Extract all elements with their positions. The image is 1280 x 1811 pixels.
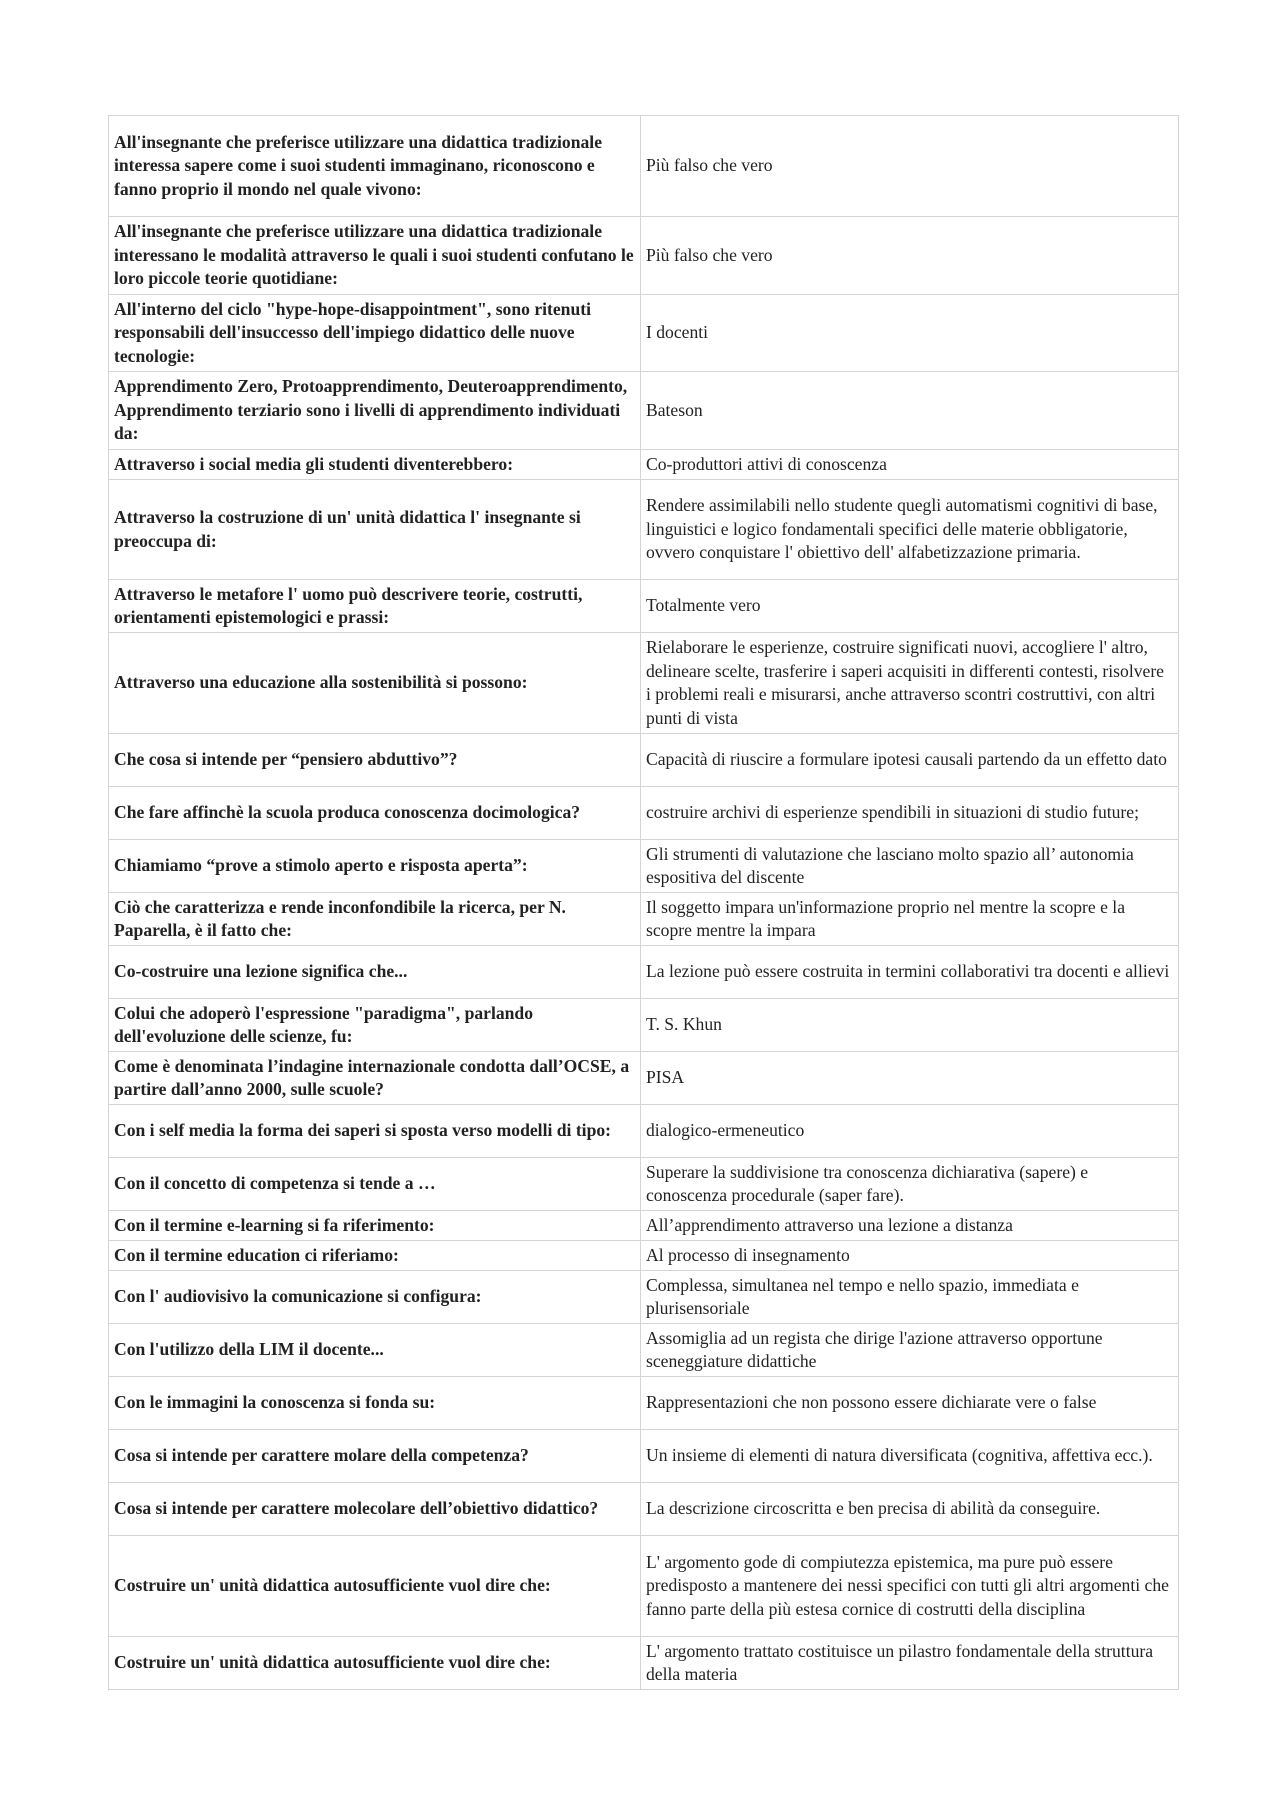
table-row [109,580,1179,633]
answer-cell: L' argomento gode di compiutezza epistemica, ma pure può essere predisposto a mantenere dei nessi specifici con tutti gli altri argomenti che fanno parte della più estesa cornice di costrutti della disciplina [641,1536,1179,1637]
question-cell: Ciò che caratterizza e rende inconfondibile la ricerca, per N. Paparella, è il fatto che: [109,893,641,946]
table-row [109,840,1179,893]
question-cell: Con l'utilizzo della LIM il docente... [109,1324,641,1377]
answer-cell: All’apprendimento attraverso una lezione a distanza [641,1211,1179,1241]
question-cell: Cosa si intende per carattere molecolare dell’obiettivo didattico? [109,1483,641,1536]
question-cell: Cosa si intende per carattere molare della competenza? [109,1430,641,1483]
table-row [109,217,1179,295]
answer-cell: I docenti [641,295,1179,372]
question-cell: Costruire un' unità didattica autosufficiente vuol dire che: [109,1637,641,1690]
question-cell: Che fare affinchè la scuola produca conoscenza docimologica? [109,787,641,840]
answer-cell: Più falso che vero [641,116,1179,217]
question-cell: Co-costruire una lezione significa che... [109,946,641,999]
answer-cell: Rappresentazioni che non possono essere dichiarate vere o false [641,1377,1179,1430]
answer-cell: L' argomento trattato costituisce un pilastro fondamentale della struttura della materia [641,1637,1179,1690]
question-cell: Attraverso le metafore l' uomo può descrivere teorie, costrutti, orientamenti epistemologici e prassi: [109,580,641,633]
answer-cell: Un insieme di elementi di natura diversificata (cognitiva, affettiva ecc.). [641,1430,1179,1483]
answer-cell: Più falso che vero [641,217,1179,295]
table-row [109,450,1179,480]
question-cell: Attraverso una educazione alla sostenibilità si possono: [109,633,641,734]
question-cell: Attraverso i social media gli studenti diventerebbero: [109,450,641,480]
question-cell: Colui che adoperò l'espressione "paradigma", parlando dell'evoluzione delle scienze, fu: [109,999,641,1052]
answer-cell: Rendere assimilabili nello studente quegli automatismi cognitivi di base, linguistici e logico fondamentali specifici delle materie obbligatorie, ovvero conquistare l' obiettivo dell' alfabetizzazione primaria. [641,480,1179,580]
table-row [109,1483,1179,1536]
table-row [109,893,1179,946]
answer-cell: La descrizione circoscritta e ben precisa di abilità da conseguire. [641,1483,1179,1536]
question-cell: Con i self media la forma dei saperi si sposta verso modelli di tipo: [109,1105,641,1158]
table-row [109,1241,1179,1271]
table-row [109,1105,1179,1158]
table-row [109,787,1179,840]
answer-cell: Capacità di riuscire a formulare ipotesi causali partendo da un effetto dato [641,734,1179,787]
answer-cell: Il soggetto impara un'informazione proprio nel mentre la scopre e la scopre mentre la impara [641,893,1179,946]
table-row [109,1052,1179,1105]
table-row [109,1158,1179,1211]
answer-cell: Superare la suddivisione tra conoscenza dichiarativa (sapere) e conoscenza procedurale (saper fare). [641,1158,1179,1211]
answer-cell: dialogico-ermeneutico [641,1105,1179,1158]
answer-cell: Complessa, simultanea nel tempo e nello spazio, immediata e plurisensoriale [641,1271,1179,1324]
answer-cell: T. S. Khun [641,999,1179,1052]
question-cell: Con le immagini la conoscenza si fonda su: [109,1377,641,1430]
answer-cell: Co-produttori attivi di conoscenza [641,450,1179,480]
table-row [109,1430,1179,1483]
table-row [109,295,1179,372]
question-cell: All'insegnante che preferisce utilizzare una didattica tradizionale interessa sapere come i suoi studenti immaginano, riconoscono e fanno proprio il mondo nel quale vivono: [109,116,641,217]
table-row [109,946,1179,999]
answer-cell: Assomiglia ad un regista che dirige l'azione attraverso opportune sceneggiature didattiche [641,1324,1179,1377]
question-cell: Attraverso la costruzione di un' unità didattica l' insegnante si preoccupa di: [109,480,641,580]
question-cell: Con l' audiovisivo la comunicazione si configura: [109,1271,641,1324]
table-row [109,1536,1179,1637]
answer-cell: Totalmente vero [641,580,1179,633]
question-cell: Che cosa si intende per “pensiero abduttivo”? [109,734,641,787]
table-row [109,1271,1179,1324]
question-cell: Apprendimento Zero, Protoapprendimento, Deuteroapprendimento, Apprendimento terziario sono i livelli di apprendimento individuati da: [109,372,641,450]
table-row [109,1377,1179,1430]
table-row [109,1324,1179,1377]
answer-cell: PISA [641,1052,1179,1105]
table-row [109,116,1179,217]
table-row [109,633,1179,734]
table-row [109,372,1179,450]
question-cell: Con il termine e-learning si fa riferimento: [109,1211,641,1241]
table-row [109,1211,1179,1241]
question-cell: Con il concetto di competenza si tende a … [109,1158,641,1211]
qa-table [108,115,1179,1690]
answer-cell: Rielaborare le esperienze, costruire significati nuovi, accogliere l' altro, delineare scelte, trasferire i saperi acquisiti in differenti contesti, risolvere i problemi reali e misurarsi, anche attraverso scontri costruttivi, con altri punti di vista [641,633,1179,734]
answer-cell: Gli strumenti di valutazione che lasciano molto spazio all’ autonomia espositiva del discente [641,840,1179,893]
table-row [109,734,1179,787]
table-row [109,999,1179,1052]
question-cell: Come è denominata l’indagine internazionale condotta dall’OCSE, a partire dall’anno 2000, sulle scuole? [109,1052,641,1105]
table-row [109,1637,1179,1690]
question-cell: All'interno del ciclo "hype-hope-disappointment", sono ritenuti responsabili dell'insuccesso dell'impiego didattico delle nuove tecnologie: [109,295,641,372]
answer-cell: Bateson [641,372,1179,450]
answer-cell: costruire archivi di esperienze spendibili in situazioni di studio future; [641,787,1179,840]
question-cell: All'insegnante che preferisce utilizzare una didattica tradizionale interessano le modalità attraverso le quali i suoi studenti confutano le loro piccole teorie quotidiane: [109,217,641,295]
question-cell: Con il termine education ci riferiamo: [109,1241,641,1271]
question-cell: Costruire un' unità didattica autosufficiente vuol dire che: [109,1536,641,1637]
answer-cell: Al processo di insegnamento [641,1241,1179,1271]
answer-cell: La lezione può essere costruita in termini collaborativi tra docenti e allievi [641,946,1179,999]
question-cell: Chiamiamo “prove a stimolo aperto e risposta aperta”: [109,840,641,893]
table-row [109,480,1179,580]
